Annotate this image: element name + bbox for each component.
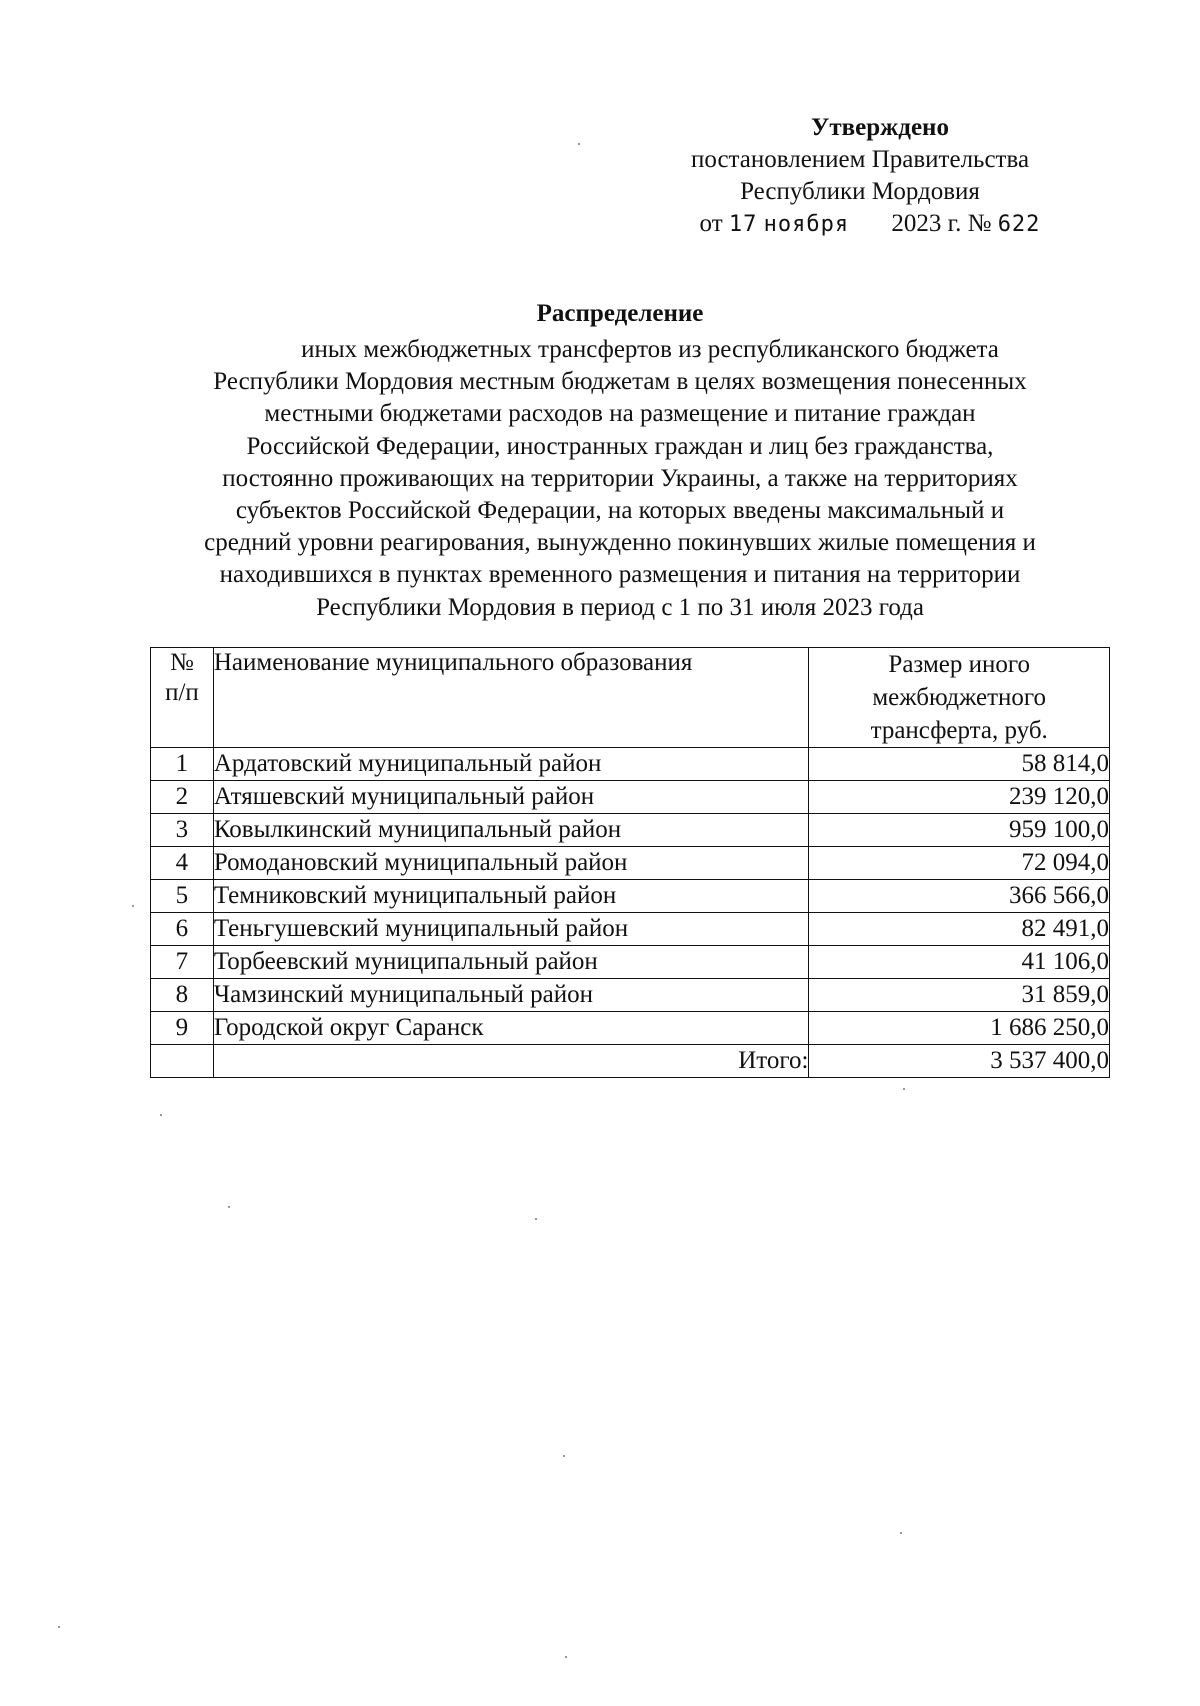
scan-speck [228, 1206, 230, 1208]
header-amount [809, 648, 1110, 748]
row-amount: 1 686 250,0 [809, 1012, 1110, 1045]
row-number: 3 [151, 814, 214, 847]
header-municipality: Наименование муниципального образования [213, 648, 809, 748]
subtitle-line: средний уровни реагирования, вынужденно покинувших жилые помещения и [204, 529, 1036, 557]
distribution-table [150, 647, 1110, 1078]
approval-line-decree: постановлением Правительства [690, 146, 1030, 173]
row-municipality: Ардатовский муниципальный район [213, 748, 809, 781]
header-amount-line: Размер иного [888, 651, 1030, 678]
row-number: 1 [151, 748, 214, 781]
subtitle-line: иных межбюджетных трансфертов из республиканского бюджета [301, 336, 999, 363]
approval-number: 622 [997, 212, 1041, 237]
scan-speck [903, 1088, 905, 1090]
table-row [151, 781, 1110, 814]
row-municipality: Торбеевский муниципальный район [213, 946, 809, 979]
total-number-empty [151, 1045, 214, 1078]
scan-speck [900, 1532, 902, 1534]
row-municipality: Ромодановский муниципальный район [213, 847, 809, 880]
scan-speck [535, 1218, 537, 1220]
approval-month: ноября [763, 212, 850, 237]
subtitle-line: находившихся в пунктах временного размещения и питания на территории [219, 561, 1021, 589]
row-municipality: Ковылкинский муниципальный район [213, 814, 809, 847]
table-total-row [151, 1045, 1110, 1078]
subtitle-line: Республики Мордовия местным бюджетам в целях возмещения понесенных [213, 368, 1027, 396]
header-amount-line: трансферта, руб. [870, 717, 1048, 744]
row-municipality: Атяшевский муниципальный район [213, 781, 809, 814]
subtitle-line: местными бюджетами расходов на размещение и питание граждан [264, 400, 976, 428]
subtitle-line: Республики Мордовия в период с 1 по 31 июля 2023 года [316, 593, 924, 621]
row-number: 5 [151, 880, 214, 913]
total-amount: 3 537 400,0 [809, 1045, 1110, 1078]
subtitle-line: Российской Федерации, иностранных граждан и лиц без гражданства, [246, 432, 994, 460]
approval-day: 17 [728, 212, 758, 237]
subtitle-line: субъектов Российской Федерации, на которых введены максимальный и [235, 497, 1005, 525]
scan-speck [132, 905, 134, 907]
row-number: 6 [151, 913, 214, 946]
row-amount: 239 120,0 [809, 781, 1110, 814]
scan-speck [565, 1656, 567, 1658]
table-row [151, 880, 1110, 913]
row-number: 2 [151, 781, 214, 814]
row-amount: 366 566,0 [809, 880, 1110, 913]
table-row [151, 913, 1110, 946]
table-row [151, 748, 1110, 781]
approval-heading: Утверждено [811, 114, 949, 141]
scan-speck [563, 1455, 565, 1457]
total-label: Итого: [213, 1045, 809, 1078]
document-subtitle [150, 334, 1090, 624]
table-row [151, 1012, 1110, 1045]
row-amount: 41 106,0 [809, 946, 1110, 979]
row-amount: 82 491,0 [809, 913, 1110, 946]
document-title: Распределение [536, 300, 704, 327]
scan-speck [58, 1626, 60, 1628]
scan-speck [160, 1114, 162, 1116]
row-number: 7 [151, 946, 214, 979]
row-amount: 72 094,0 [809, 847, 1110, 880]
subtitle-line: постоянно проживающих на территории Украины, а также на территориях [222, 464, 1018, 492]
approval-line-republic: Республики Мордовия [740, 178, 980, 205]
row-number: 9 [151, 1012, 214, 1045]
row-number: 4 [151, 847, 214, 880]
row-amount: 58 814,0 [809, 748, 1110, 781]
header-number-sign: № [170, 649, 194, 676]
approval-year: 2023 г. № [891, 210, 992, 237]
row-municipality: Чамзинский муниципальный район [213, 979, 809, 1012]
row-municipality: Теньгушевский муниципальный район [213, 913, 809, 946]
approval-date-prefix: от [699, 210, 723, 237]
row-number: 8 [151, 979, 214, 1012]
approval-date-line [670, 208, 1070, 241]
table-header-row [151, 648, 1110, 748]
row-municipality: Темниковский муниципальный район [213, 880, 809, 913]
header-amount-line: межбюджетного [872, 684, 1047, 711]
approval-stamp-block [650, 112, 1070, 241]
row-amount: 959 100,0 [809, 814, 1110, 847]
table-row [151, 979, 1110, 1012]
header-number [151, 648, 214, 748]
row-amount: 31 859,0 [809, 979, 1110, 1012]
table-row [151, 946, 1110, 979]
table-row [151, 814, 1110, 847]
scan-speck [578, 143, 580, 145]
header-number-abbr: п/п [165, 679, 199, 706]
table-row [151, 847, 1110, 880]
row-municipality: Городской округ Саранск [213, 1012, 809, 1045]
